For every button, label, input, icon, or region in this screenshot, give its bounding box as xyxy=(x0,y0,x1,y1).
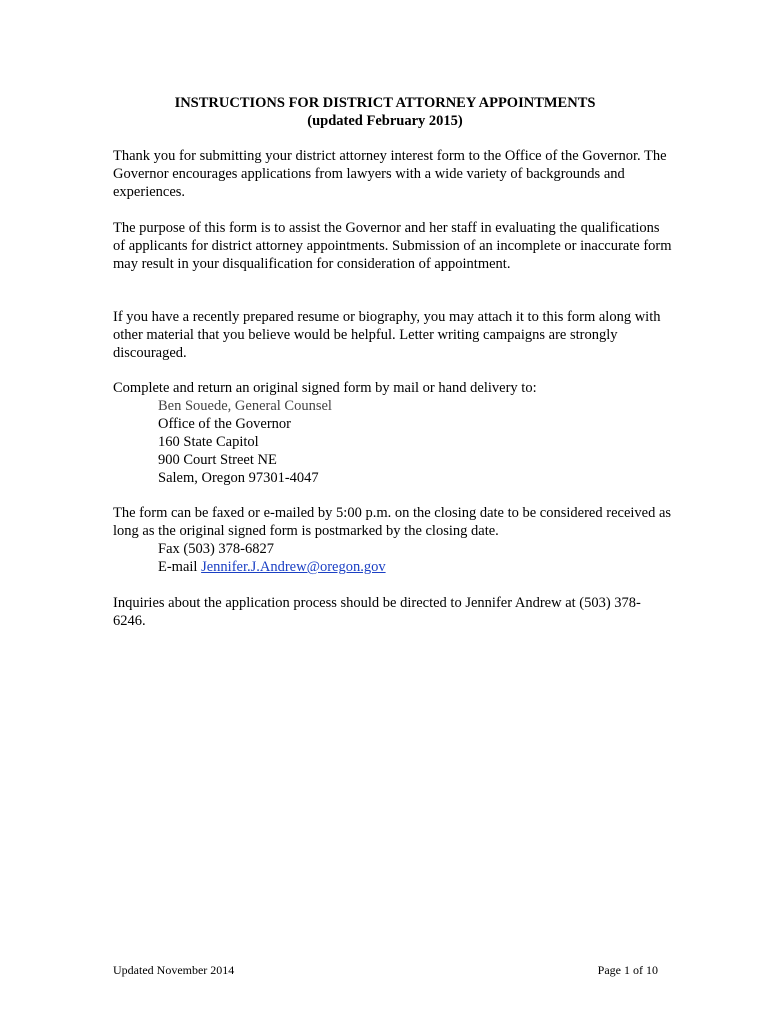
address-street: 900 Court Street NE xyxy=(158,452,277,468)
fax-number: Fax (503) 378-6827 xyxy=(158,541,274,557)
paragraph-mailing xyxy=(113,379,673,487)
paragraph-text: Inquiries about the application process should be directed to Jennifer Andrew at (503) 378-6246. xyxy=(113,595,641,629)
email-label: E-mail xyxy=(158,559,202,575)
footer-updated-date: Updated November 2014 xyxy=(113,963,235,977)
footer-page-number: Page 1 of 10 xyxy=(597,963,658,977)
paragraph-text: Thank you for submitting your district attorney interest form to the Office of the Governor. The Governor encourages applications from lawyers with a wide variety of backgrounds and experiences. xyxy=(113,148,667,200)
paragraph-text: The purpose of this form is to assist the Governor and her staff in evaluating the qualifications of applicants for district attorney appointments. Submission of an incomplete or inaccurate form may result in your disqualification for consideration of appointment. xyxy=(113,220,672,272)
address-city: Salem, Oregon 97301-4047 xyxy=(158,470,319,486)
contact-block xyxy=(113,540,673,576)
paragraph-inquiries xyxy=(113,594,673,630)
address-office: Office of the Governor xyxy=(158,416,291,432)
paragraph-text: Complete and return an original signed form by mail or hand delivery to: xyxy=(113,380,537,396)
paragraph-resume xyxy=(113,308,673,362)
paragraph-text: The form can be faxed or e-mailed by 5:00 p.m. on the closing date to be considered received as long as the original signed form is postmarked by the closing date. xyxy=(113,505,672,539)
address-name: Ben Souede, General Counsel xyxy=(158,398,332,414)
address-building: 160 State Capitol xyxy=(158,434,259,450)
paragraph-thank-you xyxy=(113,147,673,201)
document-title xyxy=(0,94,770,130)
paragraph-text: If you have a recently prepared resume or biography, you may attach it to this form along with other material that you believe would be helpful. Letter writing campaigns are strongly discouraged. xyxy=(113,309,661,361)
mailing-address xyxy=(113,397,673,487)
email-link[interactable]: Jennifer.J.Andrew@oregon.gov xyxy=(201,559,386,575)
email-line xyxy=(158,558,673,576)
title-line-1: INSTRUCTIONS FOR DISTRICT ATTORNEY APPOINTMENTS xyxy=(174,95,596,111)
paragraph-fax-email xyxy=(113,504,673,576)
title-line-2: (updated February 2015) xyxy=(307,113,463,129)
paragraph-purpose xyxy=(113,219,673,273)
